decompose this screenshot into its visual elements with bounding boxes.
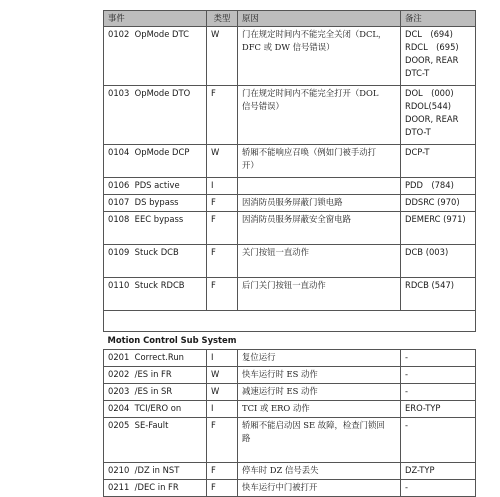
event-name: PDS active: [134, 180, 180, 190]
note-cell: [401, 367, 476, 384]
event-code: 0104: [108, 147, 130, 157]
note-line: PDD (784): [405, 180, 454, 190]
table-row: [104, 212, 476, 245]
type-cell: F: [207, 480, 238, 497]
table-body-motion: [104, 350, 476, 497]
note-cell: [401, 145, 476, 178]
note-line: DDSRC (970): [405, 197, 460, 207]
event-cell: [104, 278, 207, 311]
cause-line: 复位运行: [242, 352, 276, 362]
note-cell: [401, 401, 476, 418]
type-cell: F: [207, 86, 238, 145]
event-code: 0205: [108, 420, 130, 430]
type-cell: F: [207, 245, 238, 278]
type-cell: F: [207, 212, 238, 245]
cause-line: DFC 或 DW 信号错误）: [242, 42, 335, 52]
header-note: 备注: [401, 11, 476, 27]
event-cell: [104, 145, 207, 178]
cause-line: 轿厢不能响应召唤（例如门被手动打: [242, 147, 376, 157]
table-row: [104, 195, 476, 212]
event-name: TCI/ERO on: [134, 403, 182, 413]
event-name: Stuck RDCB: [134, 280, 185, 290]
table-row: [104, 384, 476, 401]
event-code: 0203: [108, 386, 130, 396]
blank-row: [104, 311, 476, 332]
cause-cell: [238, 418, 401, 463]
event-code: 0110: [108, 280, 130, 290]
type-cell: W: [207, 367, 238, 384]
cause-cell: [238, 195, 401, 212]
note-line: DOOR, REAR: [405, 114, 459, 124]
note-line: DCP-T: [405, 147, 430, 157]
type-cell: F: [207, 418, 238, 463]
note-cell: [401, 212, 476, 245]
cause-line: 门在规定时间内不能完全关闭（DCL，: [242, 29, 387, 39]
table-row: [104, 401, 476, 418]
table-row: [104, 418, 476, 463]
event-code: 0204: [108, 403, 130, 413]
event-cell: [104, 178, 207, 195]
type-cell: W: [207, 27, 238, 86]
note-cell: [401, 278, 476, 311]
note-cell: [401, 418, 476, 463]
note-line: RDCL (695): [405, 42, 459, 52]
note-line: -: [405, 482, 409, 492]
event-code: 0102: [108, 29, 130, 39]
note-line: DOOR, REAR: [405, 55, 459, 65]
table-row: [104, 367, 476, 384]
note-cell: [401, 384, 476, 401]
event-code: 0103: [108, 88, 130, 98]
event-code: 0109: [108, 247, 130, 257]
event-name: /DZ in NST: [134, 465, 180, 475]
cause-cell: [238, 480, 401, 497]
table-row: [104, 350, 476, 367]
type-cell: I: [207, 178, 238, 195]
event-code: 0108: [108, 214, 130, 224]
type-cell: F: [207, 195, 238, 212]
cause-line: 减速运行时 ES 动作: [242, 386, 318, 396]
cause-line: 信号错误）: [242, 101, 284, 111]
note-line: DCB (003): [405, 247, 449, 257]
type-cell: F: [207, 463, 238, 480]
event-cell: [104, 480, 207, 497]
table-row: [104, 178, 476, 195]
table-row: [104, 480, 476, 497]
cause-line: 关门按钮一直动作: [242, 247, 309, 257]
note-cell: [401, 195, 476, 212]
note-cell: [401, 178, 476, 195]
event-cell: [104, 27, 207, 86]
cause-line: 门在规定时间内不能完全打开（DOL: [242, 88, 379, 98]
note-line: ERO-TYP: [405, 403, 441, 413]
event-cell: [104, 350, 207, 367]
cause-cell: [238, 86, 401, 145]
cause-cell: [238, 384, 401, 401]
cause-line: 轿厢不能启动因 SE 故障，检查门锁回: [242, 420, 385, 430]
cause-line: 因消防员服务屏蔽门锁电路: [242, 197, 343, 207]
event-name: OpMode DTO: [134, 88, 191, 98]
table-row: [104, 86, 476, 145]
event-cell: [104, 212, 207, 245]
type-cell: I: [207, 401, 238, 418]
cause-line: 路: [242, 433, 251, 443]
note-line: -: [405, 352, 409, 362]
event-cell: [104, 384, 207, 401]
cause-cell: [238, 367, 401, 384]
cause-line: 停车时 DZ 信号丢失: [242, 465, 319, 475]
event-name: OpMode DCP: [134, 147, 190, 157]
note-line: DEMERC (971): [405, 214, 466, 224]
note-line: DCL (694): [405, 29, 453, 39]
table-row: [104, 245, 476, 278]
cause-cell: [238, 350, 401, 367]
table-row: [104, 463, 476, 480]
note-cell: [401, 245, 476, 278]
note-line: RDCB (547): [405, 280, 455, 290]
header-cause: 原因: [238, 11, 401, 27]
event-name: Stuck DCB: [134, 247, 179, 257]
event-cell: [104, 195, 207, 212]
note-line: RDOL(544): [405, 101, 452, 111]
cause-cell: [238, 245, 401, 278]
event-name: EEC bypass: [134, 214, 184, 224]
event-name: SE-Fault: [134, 420, 169, 430]
cause-line: 快车运行时 ES 动作: [242, 369, 318, 379]
table-body-door: [104, 27, 476, 311]
note-cell: [401, 27, 476, 86]
cause-cell: [238, 401, 401, 418]
event-name: /ES in SR: [134, 386, 173, 396]
cause-line: 后门关门按钮一直动作: [242, 280, 326, 290]
table-row: [104, 145, 476, 178]
cause-cell: [238, 27, 401, 86]
event-cell: [104, 86, 207, 145]
note-line: -: [405, 369, 409, 379]
header-type: 类型: [207, 11, 238, 27]
event-cell: [104, 418, 207, 463]
note-cell: [401, 86, 476, 145]
event-code: 0202: [108, 369, 130, 379]
table-header-row: [104, 11, 476, 27]
event-cell: [104, 463, 207, 480]
note-line: DTC-T: [405, 68, 430, 78]
fault-code-table: [103, 10, 476, 497]
table-row: [104, 278, 476, 311]
cause-cell: [238, 463, 401, 480]
header-event: 事件: [104, 11, 207, 27]
table-row: [104, 27, 476, 86]
event-name: OpMode DTC: [134, 29, 189, 39]
cause-line: TCI 或 ERO 动作: [242, 403, 310, 413]
event-cell: [104, 367, 207, 384]
event-name: DS bypass: [134, 197, 179, 207]
cause-cell: [238, 145, 401, 178]
event-code: 0107: [108, 197, 130, 207]
type-cell: I: [207, 350, 238, 367]
type-cell: F: [207, 278, 238, 311]
event-cell: [104, 401, 207, 418]
event-code: 0106: [108, 180, 130, 190]
note-line: -: [405, 420, 409, 430]
cause-cell: [238, 278, 401, 311]
note-cell: [401, 480, 476, 497]
note-line: DTO-T: [405, 127, 431, 137]
note-line: DOL (000): [405, 88, 454, 98]
note-cell: [401, 463, 476, 480]
section-row: [104, 332, 476, 350]
cause-line: 因消防员服务屏蔽安全窗电路: [242, 214, 351, 224]
section-title: Motion Control Sub System: [104, 332, 476, 350]
note-line: DZ-TYP: [405, 465, 435, 475]
event-code: 0211: [108, 482, 130, 492]
event-code: 0201: [108, 352, 130, 362]
table-section: [104, 311, 476, 350]
cause-line: 开）: [242, 160, 259, 170]
event-code: 0210: [108, 465, 130, 475]
event-name: Correct.Run: [134, 352, 184, 362]
event-name: /ES in FR: [134, 369, 172, 379]
cause-cell: [238, 212, 401, 245]
note-cell: [401, 350, 476, 367]
type-cell: W: [207, 384, 238, 401]
note-line: -: [405, 386, 409, 396]
event-cell: [104, 245, 207, 278]
type-cell: W: [207, 145, 238, 178]
event-name: /DEC in FR: [134, 482, 179, 492]
cause-cell: [238, 178, 401, 195]
cause-line: 快车运行中门被打开: [242, 482, 318, 492]
